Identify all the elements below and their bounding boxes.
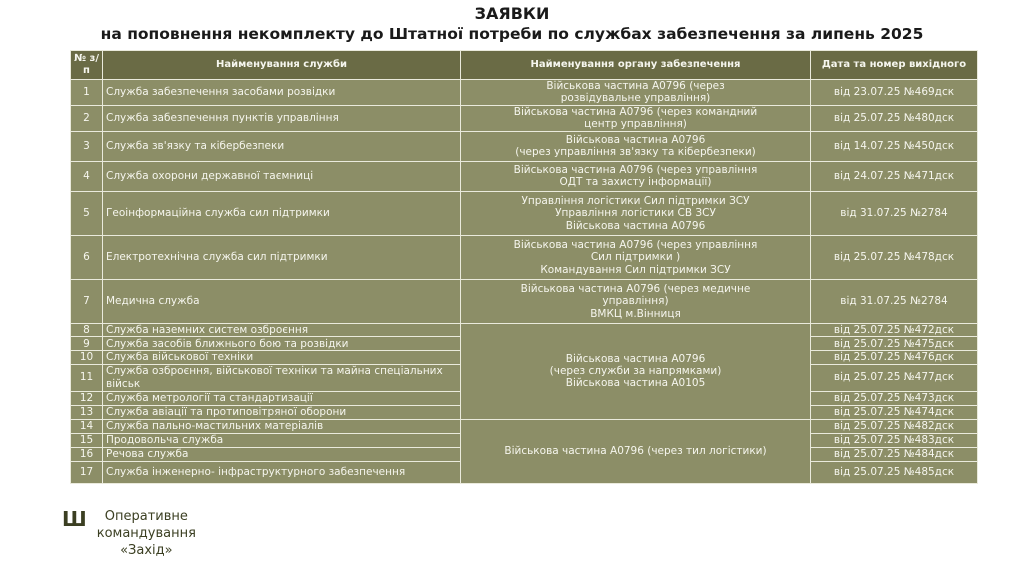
table-row — [71, 80, 978, 106]
organ-line: центр управління) — [584, 118, 687, 131]
logo-line: «Захід» — [120, 543, 173, 558]
organ-cell — [461, 191, 811, 235]
row-number: 1 — [71, 80, 103, 106]
service-name: Медична служба — [103, 279, 461, 323]
header-num: № з/п — [71, 51, 103, 80]
organ-line: (через служби за напрямками) — [549, 365, 722, 378]
service-name: Служба забезпечення засобами розвідки — [103, 80, 461, 106]
service-name: Електротехнічна служба сил підтримки — [103, 235, 461, 279]
logo-line: командування — [96, 526, 196, 541]
organ-cell: Військова частина А0796 (через тил логістики) — [461, 419, 811, 483]
title-line-1: ЗАЯВКИ — [474, 4, 550, 23]
organ-line: Військова частина А0796 (через медичне — [520, 282, 751, 295]
outgoing-date: від 25.07.25 №483дск — [811, 433, 978, 447]
organ-line: Військова частина А0796 — [565, 219, 706, 232]
row-number: 14 — [71, 419, 103, 433]
organ-line: ВМКЦ м.Вінниця — [590, 307, 681, 320]
title-line-2: на поповнення некомплекту до Штатної потреби по службах забезпечення за липень 2025 — [100, 25, 924, 43]
table-row — [71, 131, 978, 161]
row-number: 2 — [71, 105, 103, 131]
outgoing-date: від 25.07.25 №474дск — [811, 405, 978, 419]
organ-cell — [461, 279, 811, 323]
organ-cell — [461, 80, 811, 106]
outgoing-date: від 23.07.25 №469дск — [811, 80, 978, 106]
table-row — [71, 323, 978, 336]
organ-line: ОДТ та захисту інформації) — [559, 176, 712, 189]
outgoing-date: від 24.07.25 №471дск — [811, 161, 978, 191]
service-name: Геоінформаційна служба сил підтримки — [103, 191, 461, 235]
header-date: Дата та номер вихідного — [811, 51, 978, 80]
organ-line: управління) — [602, 295, 669, 308]
document-title — [0, 4, 1024, 45]
row-number: 11 — [71, 364, 103, 391]
organ-line: розвідувальне управління) — [560, 92, 711, 105]
table-row — [71, 235, 978, 279]
service-name: Служба зв'язку та кібербезпеки — [103, 131, 461, 161]
organ-cell — [461, 235, 811, 279]
organ-line: Управління логістики Сил підтримки ЗСУ — [521, 194, 750, 207]
table-header-row — [71, 51, 978, 80]
service-name: Служба інженерно- інфраструктурного забезпечення — [103, 461, 461, 483]
organ-line: Військова частина А0105 — [565, 377, 706, 390]
trident-icon: Ш — [62, 507, 87, 531]
service-name: Речова служба — [103, 447, 461, 461]
row-number: 17 — [71, 461, 103, 483]
row-number: 3 — [71, 131, 103, 161]
outgoing-date: від 25.07.25 №473дск — [811, 391, 978, 405]
service-name: Служба наземних систем озброєння — [103, 323, 461, 336]
organ-cell — [461, 131, 811, 161]
row-number: 7 — [71, 279, 103, 323]
service-name: Служба пально-мастильних матеріалів — [103, 419, 461, 433]
requests-table — [70, 50, 978, 484]
organ-line: Командування Сил підтримки ЗСУ — [540, 263, 731, 276]
organ-line: (через управління зв'язку та кібербезпеки) — [515, 146, 756, 159]
organ-cell — [461, 161, 811, 191]
organ-line: Військова частина А0796 (через — [546, 80, 725, 92]
outgoing-date: від 25.07.25 №477дск — [811, 364, 978, 391]
logo-text — [97, 508, 196, 559]
service-name: Служба озброєння, військової техніки та майна спеціальних військ — [103, 364, 461, 391]
organ-cell — [461, 323, 811, 419]
table-row — [71, 191, 978, 235]
row-number: 16 — [71, 447, 103, 461]
organ-line: Військова частина А0796 (через управління — [513, 163, 758, 176]
outgoing-date: від 25.07.25 №472дск — [811, 323, 978, 336]
table-body — [71, 80, 978, 484]
outgoing-date: від 25.07.25 №478дск — [811, 235, 978, 279]
row-number: 8 — [71, 323, 103, 336]
service-name: Служба забезпечення пунктів управління — [103, 105, 461, 131]
service-name: Служба засобів ближнього бою та розвідки — [103, 337, 461, 351]
service-name: Продовольча служба — [103, 433, 461, 447]
organ-line: Військова частина А0796 — [565, 352, 706, 365]
organ-line: Військова частина А0796 — [565, 133, 706, 146]
outgoing-date: від 25.07.25 №482дск — [811, 419, 978, 433]
row-number: 13 — [71, 405, 103, 419]
organ-line: Військова частина А0796 (через управління — [513, 238, 758, 251]
organ-cell — [461, 105, 811, 131]
organ-line: Військова частина А0796 (через командний — [513, 105, 758, 118]
row-number: 12 — [71, 391, 103, 405]
outgoing-date: від 25.07.25 №475дск — [811, 337, 978, 351]
table-row — [71, 419, 978, 433]
organ-line: Сил підтримки ) — [590, 251, 681, 264]
service-name: Служба метрології та стандартизації — [103, 391, 461, 405]
outgoing-date: від 25.07.25 №476дск — [811, 351, 978, 364]
table-row — [71, 105, 978, 131]
table-row — [71, 279, 978, 323]
outgoing-date: від 14.07.25 №450дск — [811, 131, 978, 161]
command-logo — [62, 508, 196, 559]
service-name: Служба військової техніки — [103, 351, 461, 364]
outgoing-date: від 25.07.25 №480дск — [811, 105, 978, 131]
header-service: Найменування служби — [103, 51, 461, 80]
row-number: 9 — [71, 337, 103, 351]
organ-line: Управління логістики СВ ЗСУ — [555, 207, 716, 220]
table-row — [71, 161, 978, 191]
outgoing-date: від 31.07.25 №2784 — [811, 191, 978, 235]
outgoing-date: від 25.07.25 №484дск — [811, 447, 978, 461]
row-number: 4 — [71, 161, 103, 191]
service-name: Служба охорони державної таємниці — [103, 161, 461, 191]
logo-line: Оперативне — [104, 509, 188, 524]
outgoing-date: від 25.07.25 №485дск — [811, 461, 978, 483]
row-number: 10 — [71, 351, 103, 364]
service-name: Служба авіації та протиповітряної оборони — [103, 405, 461, 419]
row-number: 5 — [71, 191, 103, 235]
outgoing-date: від 31.07.25 №2784 — [811, 279, 978, 323]
row-number: 6 — [71, 235, 103, 279]
row-number: 15 — [71, 433, 103, 447]
header-organ: Найменування органу забезпечення — [461, 51, 811, 80]
